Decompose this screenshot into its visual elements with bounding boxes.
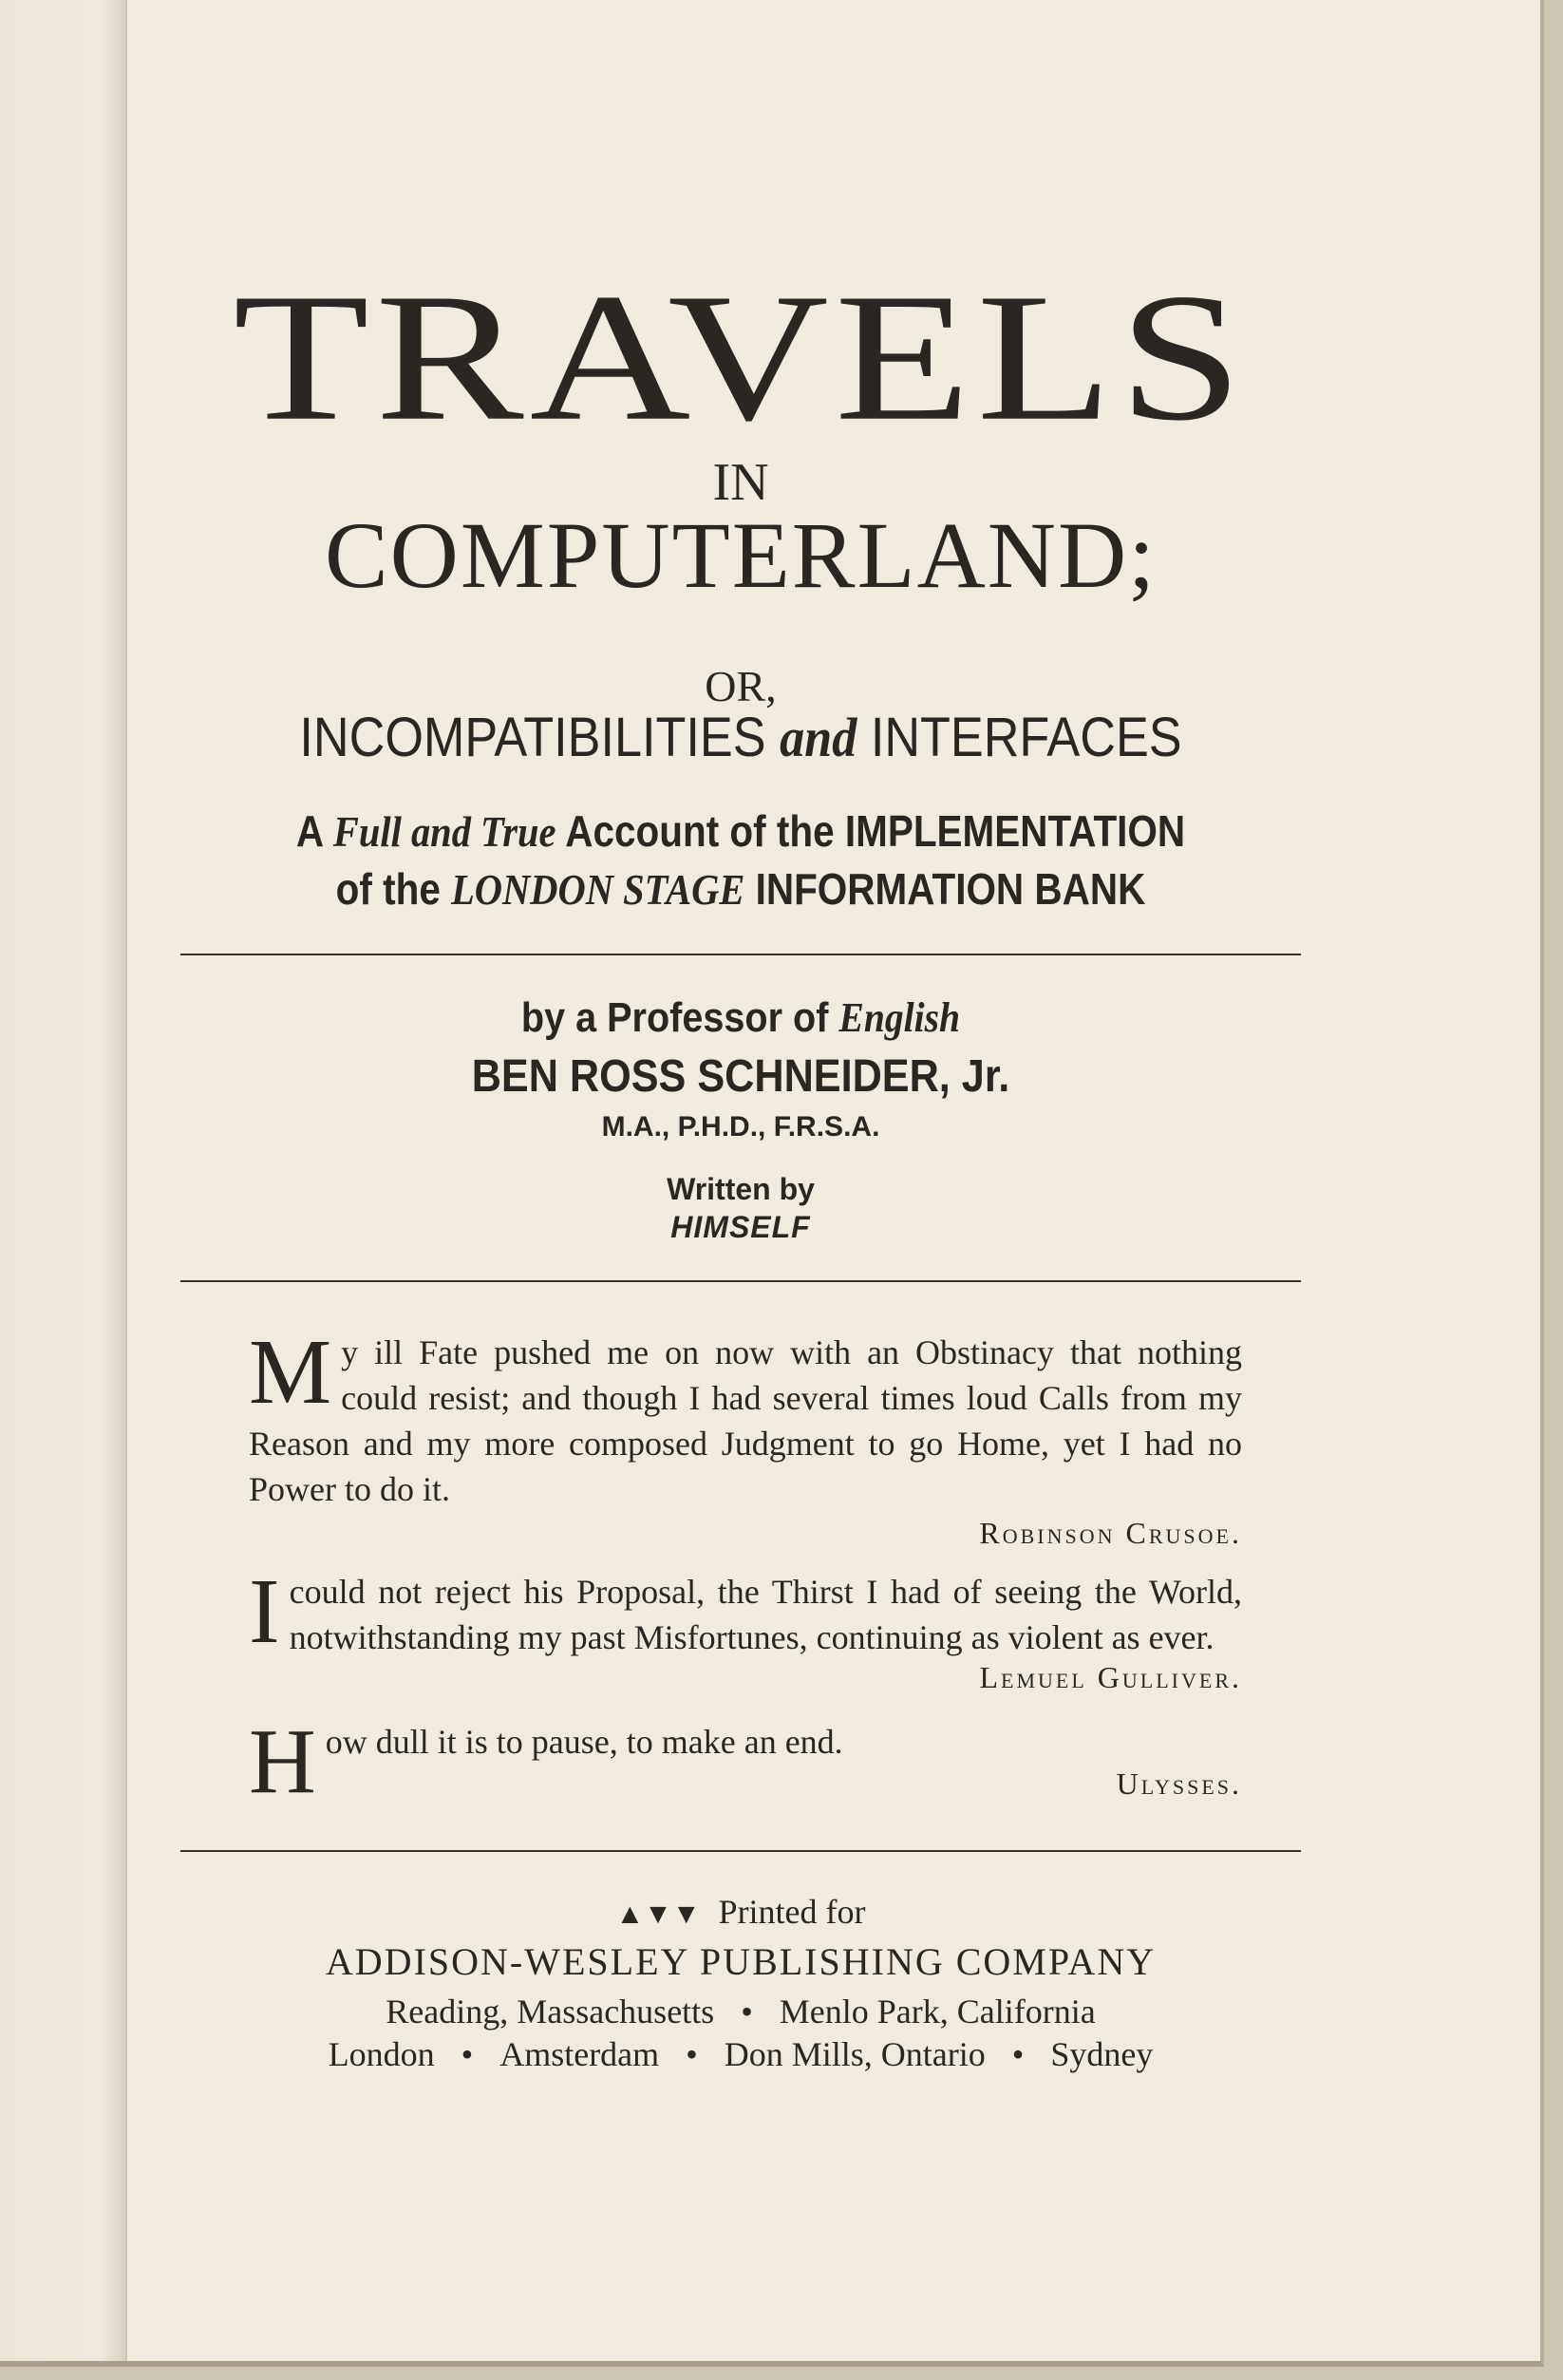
page-gutter: [0, 0, 127, 2361]
city-sydney: Sydney: [1050, 2035, 1154, 2073]
printed-for-line: [171, 1895, 1310, 1929]
bullet-separator: •: [461, 2035, 474, 2073]
quote-gulliver: [249, 1560, 1242, 1663]
city-amsterdam: Amsterdam: [499, 2035, 660, 2073]
attribution-crusoe: Robinson Crusoe.: [979, 1516, 1242, 1550]
account-a: A: [295, 806, 323, 856]
cities-line-1: [171, 1994, 1310, 2029]
drop-cap: M: [249, 1321, 332, 1424]
quote-text: could not reject his Proposal, the Thirst I had of seeing the World, notwithstanding my past Misfortunes, continuing as violent as ever.: [289, 1573, 1242, 1656]
written-by: Written by: [667, 1172, 815, 1206]
city-london: London: [328, 2035, 435, 2073]
bullet-separator: •: [686, 2035, 698, 2073]
subtitle-line: [228, 707, 1253, 768]
account-block: [239, 803, 1242, 918]
subtitle-and: and: [780, 707, 857, 768]
cities-line-2: [171, 2037, 1310, 2071]
publisher-logo-icon: ▲▼▼: [615, 1898, 701, 1930]
himself: HIMSELF: [670, 1210, 811, 1244]
publisher-name: ADDISON-WESLEY PUBLISHING COMPANY: [325, 1940, 1157, 1983]
divider-3: [180, 1850, 1301, 1852]
attribution-ulysses: Ulysses.: [1116, 1766, 1242, 1801]
account-implementation: Account of the IMPLEMENTATION: [565, 806, 1186, 856]
author-name: BEN ROSS SCHNEIDER, Jr.: [471, 1051, 1010, 1102]
account-of-the: of the: [335, 864, 441, 914]
author-subject: English: [838, 994, 961, 1041]
city-don-mills: Don Mills, Ontario: [724, 2035, 986, 2073]
divider-1: [180, 954, 1301, 955]
city-reading: Reading, Massachusetts: [386, 1993, 715, 2031]
subtitle-interfaces: INTERFACES: [870, 707, 1182, 768]
bullet-separator: •: [1011, 2035, 1025, 2073]
subtitle-incompat: INCOMPATIBILITIES: [299, 707, 766, 768]
author-by: by a Professor of: [520, 994, 829, 1041]
author-by-line: [228, 994, 1253, 1041]
account-london-stage: LONDON STAGE: [451, 865, 745, 914]
author-degrees: M.A., P.H.D., F.R.S.A.: [601, 1111, 880, 1143]
printed-for: Printed for: [718, 1893, 866, 1931]
title-sub: COMPUTERLAND;: [324, 502, 1158, 608]
account-line-2: [239, 860, 1242, 918]
divider-2: [180, 1280, 1301, 1282]
written-by-block: [171, 1170, 1310, 1246]
quote-text: ow dull it is to pause, to make an end.: [325, 1723, 843, 1761]
city-menlo-park: Menlo Park, California: [779, 1993, 1096, 2031]
title-main: TRAVELS: [233, 255, 1249, 459]
bullet-separator: •: [741, 1993, 753, 2031]
account-info-bank: INFORMATION BANK: [755, 864, 1146, 914]
attribution-gulliver: Lemuel Gulliver.: [979, 1660, 1242, 1694]
account-line-1: [239, 803, 1242, 860]
title-in: IN: [712, 453, 769, 512]
drop-cap: H: [249, 1710, 316, 1813]
drop-cap: I: [249, 1560, 280, 1663]
quote-crusoe: [249, 1321, 1242, 1512]
title-or: OR,: [705, 662, 777, 710]
account-full-true: Full and True: [332, 807, 556, 856]
quote-text: y ill Fate pushed me on now with an Obstinacy that nothing could resist; and though I had several times loud Calls from my Reason and my more composed Judgment to go Home, yet I had no Power to do it.: [249, 1333, 1242, 1508]
